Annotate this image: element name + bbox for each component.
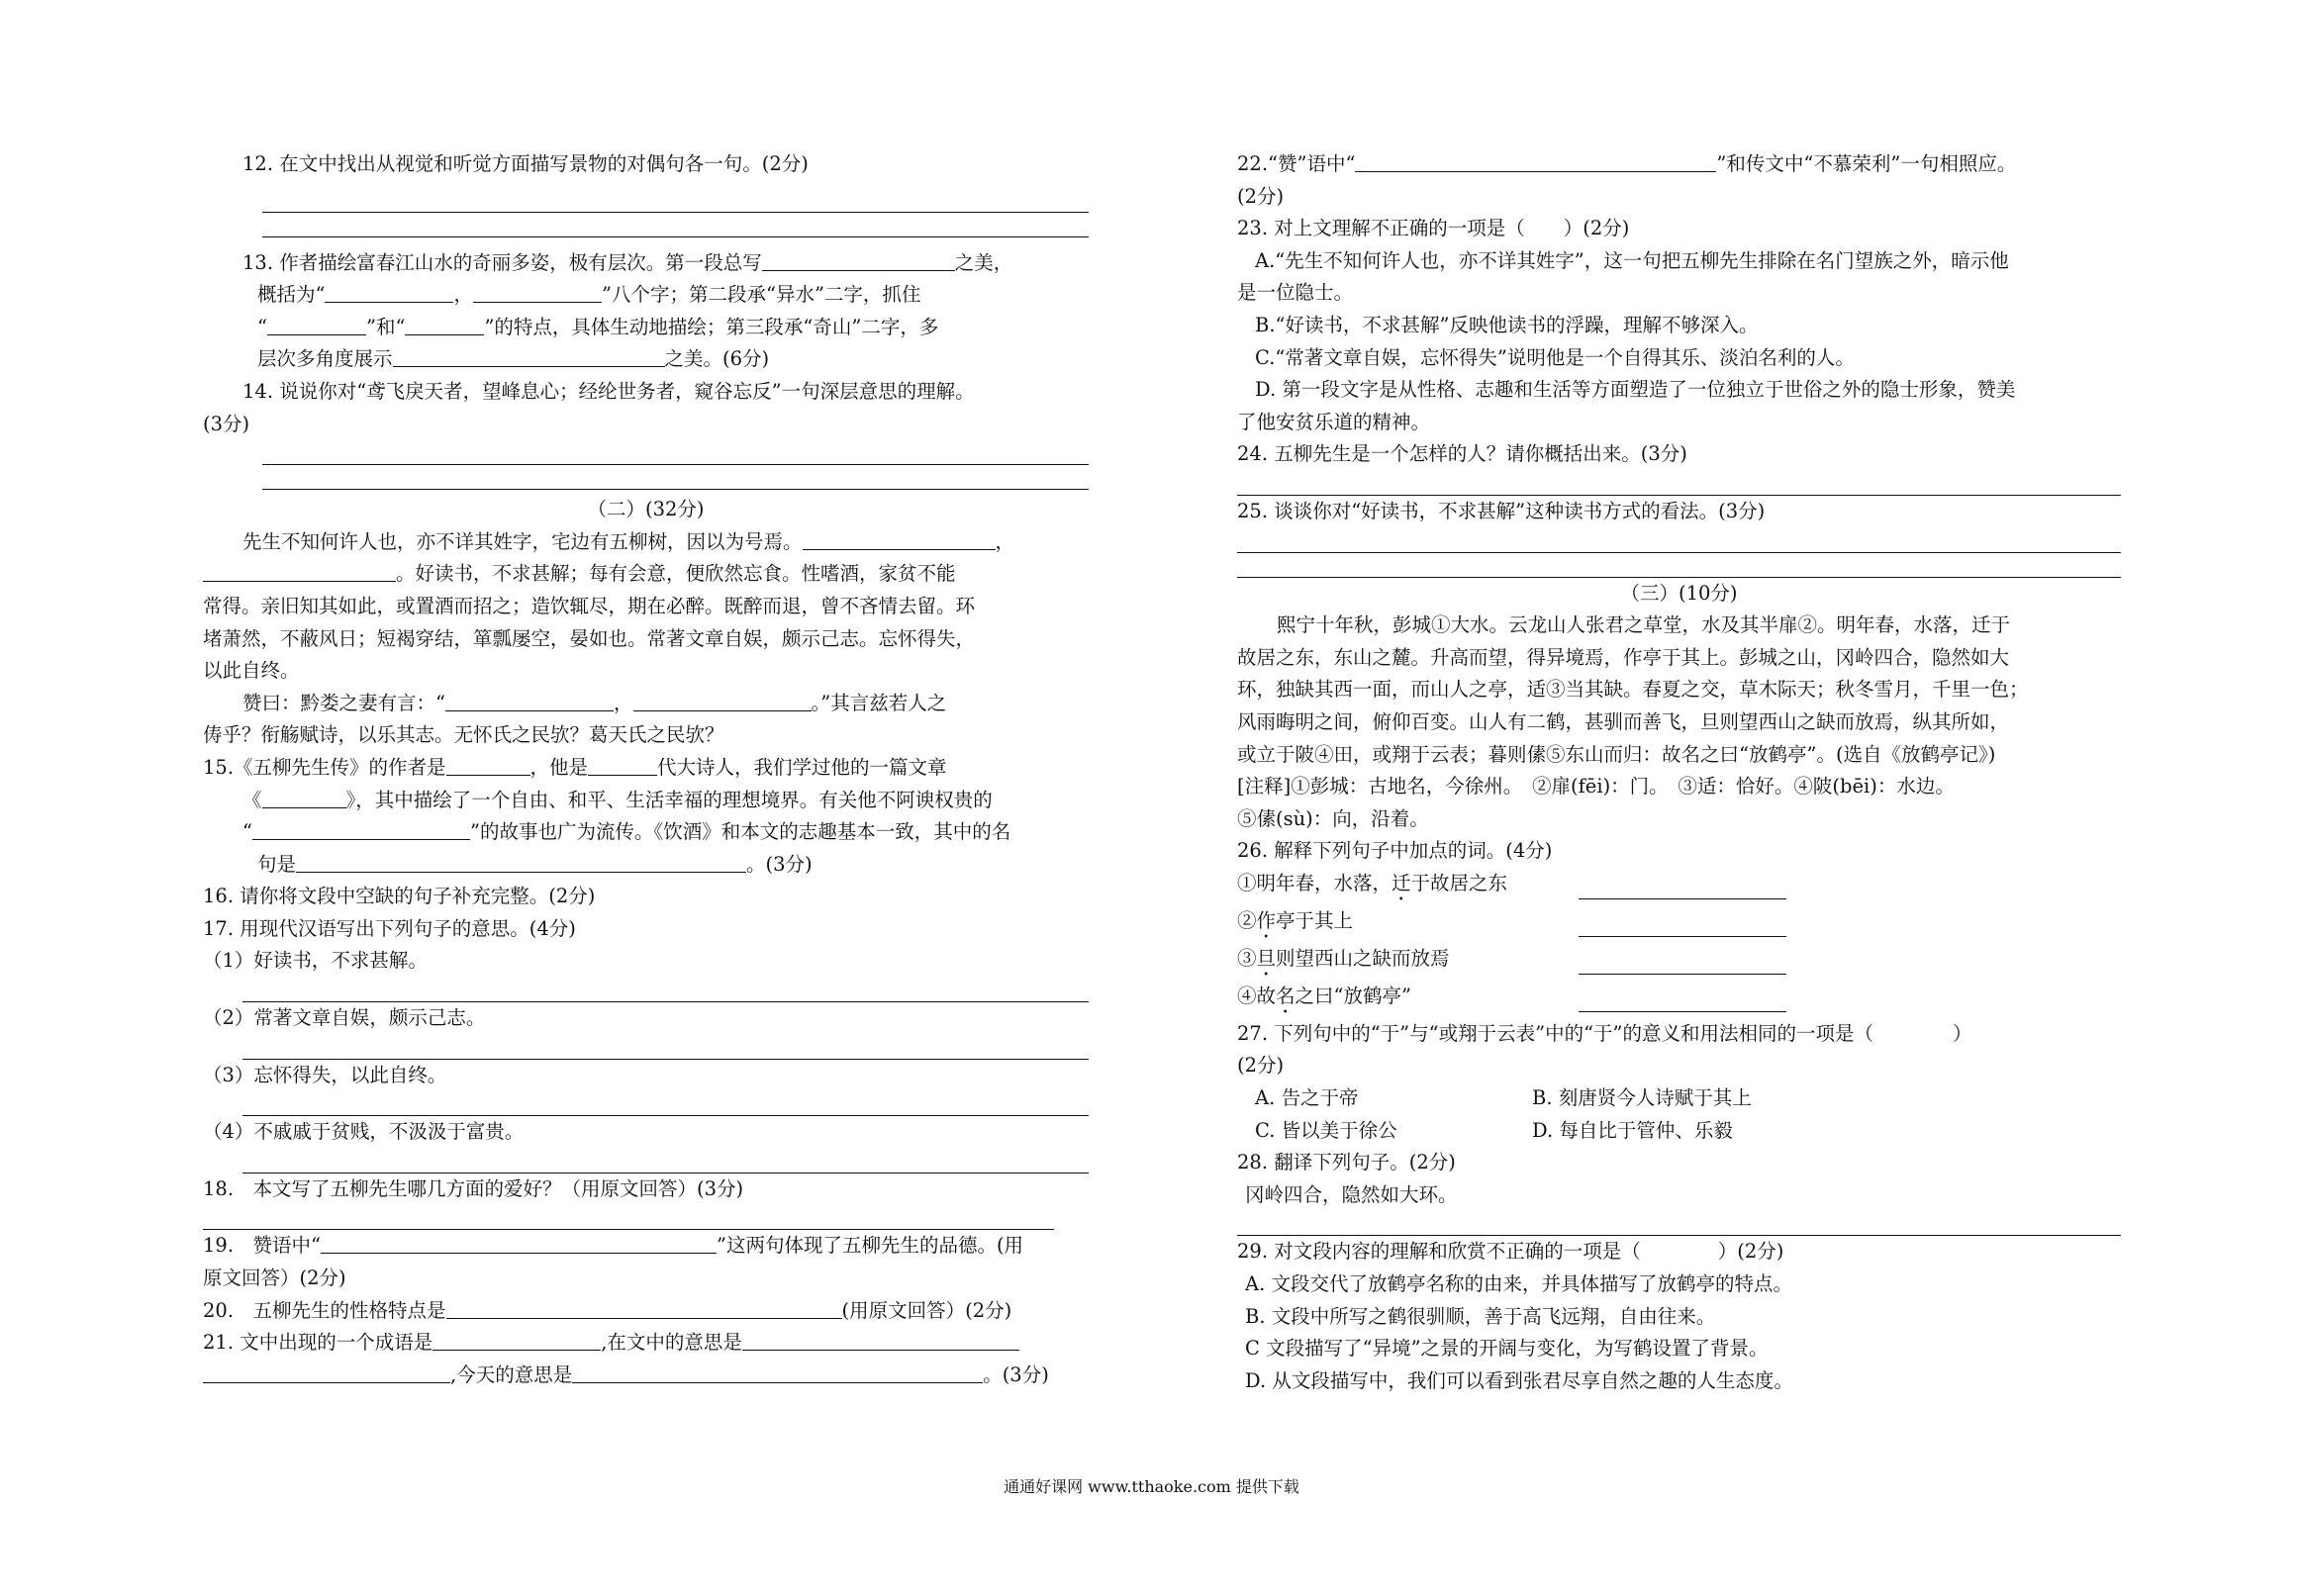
question-24: 24. 五柳先生是一个怎样的人？请你概括出来。(3分) [1237, 442, 1687, 466]
answer-line[interactable] [1237, 1211, 2121, 1236]
options-row [1237, 1082, 2121, 1115]
question-27: 27. 下列句中的“于”与“或翔于云表”中的“于”的意义和用法相同的一项是（ ） [1237, 1021, 1972, 1045]
answer-line[interactable] [1579, 912, 1786, 937]
option-b: B.“好读书，不求甚解”反映他读书的浮躁，理解不够深入。 [1255, 313, 1759, 336]
answer-line[interactable] [1579, 875, 1786, 899]
question-20: 20. 五柳先生的性格特点是 (用原文回答）(2分) [203, 1298, 1012, 1322]
answer-line[interactable] [242, 1091, 1089, 1116]
answer-line[interactable] [1237, 471, 2121, 496]
right-column: 22.“赞”语中“ ”和传文中“不慕荣利”一句相照应。 (2分) 23. 对上文理解不正确的一项是（ ）(2分) A.“先生不知何许人也，亦不详其姓字”，这一句把五柳先生排除在名门望族之外，暗示他 是一位隐士。 B.“好读书，不求甚解”反映他读书的浮躁，理解不够深入。 C.“常著文章自娱，忘怀得失”说明他是一个自得其乐、淡泊名利的人。 D. 第一段文字是从性格、志趣和生活等方面塑造了一位独立于世俗之外的隐士形象，赞美 了他安贫乐道的精神。 24. 五柳先生是一个怎样的人？请你概括出来。(3分) 25. 谈谈你对“好读书，不求甚解”这种读书方式的看法。(3分) （三）(10分) 熙宁十年秋，彭城①大水。云龙山人张君之草堂，水及其半扉②。明年春，水落，迁于 故居之东，东山之麓。升高而望，得异境焉，作亭于其上。彭城之山，冈岭四合，隐然如大 环，独缺其西一面，而山人之亭，适③当其缺。春夏之交，草木际天；秋冬雪月，千里一色； 风雨晦明之间，俯仰百变。山人有二鹤，甚驯而善飞，旦则望西山之缺而放焉，纵其所如， 或立于陂④田，或翔于云表；暮则傃⑤东山而归：故名之曰“放鹤亭”。(选自《放鹤亭记》) [注释]①彭城：古地名，今徐州。 ②扉(fēi)：门。 ③适：恰好。④陂(bēi)：水边。 ⑤傃(sù)：向，沿着。 26. 解释下列句子中加点的词。(4分) ①明年春，水落，迁于故居之东 ②作亭于其上 ③旦则望西山之缺而放焉 ④故名之曰“放鹤亭” 27. 下列句中的“于”与“或翔于云表”中的“于”的意义和用法相同的一项是（ ） (2分) A. 告之于帝 B. 刻唐贤今人诗赋于其上 C. 皆以美于徐公 D. 每自比于管仲、乐毅 28. 翻译下列句子。(2分) 冈岭四合，隐然如大环。 29. 对文段内容的理解和欣赏不正确的一项是（ ）(2分) A. 文段交代了放鹤亭名称的由来，并具体描写了放鹤亭的特点。 B. 文段中所写之鹤很驯顺，善于高飞远翔，自由往来。 C 文段描写了“异境”之景的开阔与变化，为写鹤设置了背景。 D. 从文段描写中，我们可以看到张君尽享自然之趣的人生态度。 [1237, 148, 2121, 1397]
passage-2-line: 先生不知何许人也，亦不详其姓字，宅边有五柳树，因以为号焉。 ， [242, 529, 1015, 553]
blank[interactable] [252, 819, 470, 840]
blank[interactable] [633, 691, 812, 711]
blank[interactable] [203, 561, 396, 582]
blank[interactable] [445, 691, 614, 711]
sentence: 冈岭四合，隐然如大环。 [1245, 1182, 1458, 1206]
question-25: 25. 谈谈你对“好读书，不求甚解”这种读书方式的看法。(3分) [1237, 499, 1766, 522]
sub-question: ①明年春，水落，迁于故居之东 [1237, 868, 2121, 905]
passage-3-line: 熙宁十年秋，彭城①大水。云龙山人张君之草堂，水及其半扉②。明年春，水落，迁于 [1277, 613, 2011, 637]
answer-line[interactable] [1579, 987, 1786, 1012]
question-19: 19. 赞语中“ ”这两句体现了五柳先生的品德。(用 [203, 1234, 1024, 1258]
answer-line[interactable] [242, 1149, 1089, 1174]
blank[interactable] [296, 852, 746, 873]
passage-3-line: 故居之东，东山之麓。升高而望，得异境焉，作亭于其上。彭城之山，冈岭四合，隐然如大 [1237, 645, 2010, 669]
question-13-line3: “ ”和“ ”的特点，具体生动地描绘；第三段承“奇山”二字，多 [257, 315, 939, 338]
blank[interactable] [473, 282, 602, 303]
answer-line[interactable] [262, 181, 1089, 213]
question-21-line2: ,今天的意思是 。(3分) [203, 1360, 1089, 1392]
question-29: 29. 对文段内容的理解和欣赏不正确的一项是（ ）(2分) [1237, 1240, 1784, 1264]
options-row [1237, 1115, 2121, 1148]
sub-question: （2）常著文章自娱，颇示己志。 [203, 1006, 486, 1030]
section-2-header: （二）(32分) [587, 498, 705, 521]
blank[interactable] [762, 250, 955, 271]
blank[interactable] [262, 788, 346, 808]
annotation: ⑤傃(sù)：向，沿着。 [1237, 806, 1429, 830]
option-d: D. 每自比于管仲、乐毅 [1532, 1118, 1733, 1142]
option-d: D. 从文段描写中，我们可以看到张君尽享自然之趣的人生态度。 [1245, 1368, 1793, 1392]
answer-line[interactable] [1579, 950, 1786, 975]
question-21: 21. 文中出现的一个成语是 ,在文中的意思是 [203, 1327, 1089, 1360]
answer-line[interactable] [262, 465, 1089, 490]
sub-question: （3）忘怀得失，以此自终。 [203, 1063, 447, 1086]
sub-question: （4）不戚戚于贫贱，不汲汲于富贵。 [203, 1120, 525, 1144]
option-c: C 文段描写了“异境”之景的开阔与变化，为写鹤设置了背景。 [1245, 1337, 1769, 1361]
answer-line[interactable] [262, 440, 1089, 465]
footer: 通通好课网 www.tthaoke.com 提供下载 [1004, 1477, 1299, 1496]
question-15: 15.《五柳先生传》的作者是 ，他是 代大诗人，我们学过他的一篇文章 [203, 755, 947, 779]
blank[interactable] [572, 1362, 983, 1383]
blank[interactable] [325, 282, 453, 303]
passage-2-line: 赞曰：黔娄之妻有言：“ ， 。”其言兹若人之 [242, 691, 947, 714]
question-13: 13. 作者描绘富春江山水的奇丽多姿，极有层次。第一段总写 之美， [242, 250, 1013, 274]
question-17: 17. 用现代汉语写出下列句子的意思。(4分) [203, 916, 576, 940]
blank[interactable] [742, 1330, 1019, 1351]
passage-2-line: 堵萧然，不蔽风日；短褐穿结，箪瓢屡空，晏如也。常著文章自娱，颇示己志。忘怀得失， [203, 626, 976, 650]
question-15-line3: “ ”的故事也广为流传。《饮酒》和本文的志趣基本一致，其中的名 [242, 820, 1011, 844]
blank[interactable] [588, 755, 657, 776]
question-15-line2: 《 》，其中描绘了一个自由、和平、生活幸福的理想境界。有关他不阿谀权贵的 [242, 788, 993, 811]
option-b: B. 文段中所写之鹤很驯顺，善于高飞远翔，自由往来。 [1245, 1304, 1716, 1328]
question-23: 23. 对上文理解不正确的一项是（ ）(2分) [1237, 217, 1630, 240]
answer-line[interactable] [1237, 553, 2121, 578]
blank[interactable] [267, 315, 366, 335]
question-18: 18. 本文写了五柳先生哪几方面的爱好？（用原文回答）(3分) [203, 1176, 744, 1200]
sub-question: ②作亭于其上 [1237, 905, 2121, 943]
annotation: [注释]①彭城：古地名，今徐州。 ②扉(fēi)：门。 ③适：恰好。④陂(bēi)：水边。 [1237, 775, 1955, 798]
blank[interactable] [321, 1233, 717, 1254]
blank[interactable] [446, 755, 530, 776]
sub-question: （1）好读书，不求甚解。 [203, 949, 428, 973]
passage-2-line: 俦乎？衔觞赋诗，以乐其志。无怀氏之民欤？葛天氏之民欤？ [203, 723, 724, 747]
option-a: A. 文段交代了放鹤亭名称的由来，并具体描写了放鹤亭的特点。 [1245, 1272, 1792, 1296]
blank[interactable] [405, 315, 484, 335]
blank[interactable] [446, 1298, 842, 1319]
section-3-header: （三）(10分) [1620, 581, 1738, 605]
option-a: A.“先生不知何许人也，亦不详其姓字”，这一句把五柳先生排除在名门望族之外，暗示他 [1255, 248, 2009, 272]
answer-line[interactable] [242, 1035, 1089, 1060]
passage-2-line: 常得。亲旧知其如此，或置酒而招之；造饮辄尽，期在必醉。既醉而退，曾不吝情去留。环 [203, 594, 976, 617]
question-13-line2: 概括为“ ， ”八个字；第二段承“异水”二字，抓住 [257, 283, 921, 307]
question-26: 26. 解释下列句子中加点的词。(4分) [1237, 839, 1553, 863]
blank[interactable] [803, 529, 996, 550]
blank[interactable] [1355, 151, 1716, 172]
question-22: 22.“赞”语中“ ”和传文中“不慕荣利”一句相照应。 [1237, 152, 2017, 175]
question-13-line4: 层次多角度展示 之美。(6分) [257, 347, 770, 371]
answer-line[interactable] [203, 1205, 1054, 1230]
blank[interactable] [203, 1362, 450, 1383]
passage-3-line: 或立于陂④田，或翔于云表；暮则傃⑤东山而归：故名之曰“放鹤亭”。(选自《放鹤亭记》) [1237, 742, 1996, 766]
question-14: 14. 说说你对“鸢飞戾天者，望峰息心；经纶世务者，窥谷忘反”一句深层意思的理解。 [242, 379, 975, 403]
option-c: C. 皆以美于徐公 [1255, 1118, 1397, 1142]
question-15-line4: 句是 。(3分) [257, 852, 813, 876]
question-12: 12. 在文中找出从视觉和听觉方面描写景物的对偶句各一句。(2分) [242, 152, 809, 175]
sub-question: ③旦则望西山之缺而放焉 [1237, 943, 2121, 981]
passage-2-line: 以此自终。 [203, 659, 300, 683]
answer-line[interactable] [1237, 528, 2121, 553]
option-d: D. 第一段文字是从性格、志趣和生活等方面塑造了一位独立于世俗之外的隐士形象，赞美 [1255, 378, 2016, 402]
blank[interactable] [432, 1330, 601, 1351]
answer-line[interactable] [242, 978, 1089, 1002]
passage-3-line: 环，独缺其西一面，而山人之亭，适③当其缺。春夏之交，草木际天；秋冬雪月，千里一色； [1237, 678, 2029, 702]
question-28: 28. 翻译下列句子。(2分) [1237, 1151, 1456, 1174]
blank[interactable] [393, 346, 665, 367]
option-c: C.“常著文章自娱，忘怀得失”说明他是一个自得其乐、淡泊名利的人。 [1255, 345, 1855, 369]
sub-question: ④故名之曰“放鹤亭” [1237, 981, 2121, 1018]
option-a: A. 告之于帝 [1255, 1086, 1359, 1110]
left-column: 12. 在文中找出从视觉和听觉方面描写景物的对偶句各一句。(2分) 13. 作者描绘富春江山水的奇丽多姿，极有层次。第一段总写 之美， 概括为“ ， ”八个字；第二段承“异水”二字，抓住 “ ”和“ ”的特点，具体生动地描绘；第三段承“奇山”二字，多 层次多角度展示 之美。(6分) 14. 说说你对“鸢飞戾天者，望峰息心；经纶世务者，窥谷忘反”一句深层意思的理解。 (3分) （二）(32分) 先生不知何许人也，亦不详其姓字，宅边有五柳树，因以为号焉。 ， 。好读书，不求甚解；每有会意，便欣然忘食。性嗜酒，家贫不能 常得。亲旧知其如此，或置酒而招之；造饮辄尽，期在必醉。既醉而退，曾不吝情去留。环 堵萧然，不蔽风日；短褐穿结，箪瓢屡空，晏如也。常著文章自娱，颇示己志。忘怀得失， 以此自终。 赞曰：黔娄之妻有言：“ ， 。”其言兹若人之 俦乎？衔觞赋诗，以乐其志。无怀氏之民欤？葛天氏之民欤？ 15.《五柳先生传》的作者是 ，他是 代大诗人，我们学过他的一篇文章 《 》，其中描绘了一个自由、和平、生活幸福的理想境界。有关他不阿谀权贵的 “ ”的故事也广为流传。《饮酒》和本文的志趣基本一致，其中的名 句是 。(3分) 16. 请你将文段中空缺的句子补充完整。(2分) 17. 用现代汉语写出下列句子的意思。(4分) （1）好读书，不求甚解。 （2）常著文章自娱，颇示己志。 （3）忘怀得失，以此自终。 （4）不戚戚于贫贱，不汲汲于富贵。 18. 本文写了五柳先生哪几方面的爱好？（用原文回答）(3分) 19. 赞语中“ ”这两句体现了五柳先生的品德。(用 原文回答）(2分) 20. 五柳先生的性格特点是 (用原文回答）(2分) 21. 文中出现的一个成语是 ,在文中的意思是 ,今天的意思是 。(3分) [203, 148, 1089, 1391]
passage-3-line: 风雨晦明之间，俯仰百变。山人有二鹤，甚驯而善飞，旦则望西山之缺而放焉，纵其所如， [1237, 709, 2010, 733]
option-b: B. 刻唐贤今人诗赋于其上 [1532, 1086, 1752, 1110]
answer-line[interactable] [262, 213, 1089, 237]
question-16: 16. 请你将文段中空缺的句子补充完整。(2分) [203, 885, 596, 908]
passage-2-line: 。好读书，不求甚解；每有会意，便欣然忘食。性嗜酒，家贫不能 [203, 558, 1089, 591]
